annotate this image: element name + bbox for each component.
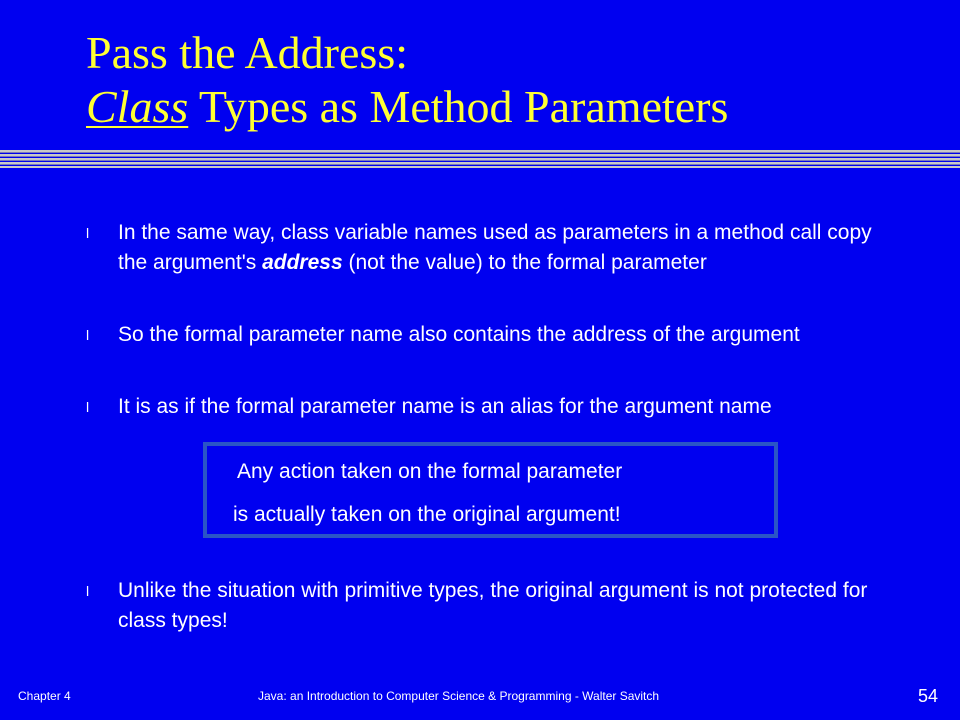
page-number: 54	[918, 686, 939, 706]
bullet-marker: l	[86, 327, 90, 343]
title-line-2-rest: Types as Method Parameters	[188, 81, 729, 132]
bullet-item-3	[86, 392, 878, 422]
footer-chapter: Chapter 4	[18, 689, 71, 703]
bullet-emphasis: address	[262, 251, 343, 274]
title-line-2	[86, 80, 946, 134]
bullet-text: So the formal parameter name also contains the address of the argument	[118, 323, 800, 346]
bullet-marker: l	[86, 225, 90, 241]
footer-course: Java: an Introduction to Computer Science & Programming - Walter Savitch	[258, 689, 660, 703]
bullet-item-2	[86, 320, 878, 350]
bullet-marker: l	[86, 583, 90, 599]
bullet-text: Unlike the situation with primitive types, the original argument is not protected for class types!	[118, 579, 868, 632]
title-underlined-word: Class	[86, 81, 189, 132]
bullet-text: It is as if the formal parameter name is an alias for the argument name	[118, 395, 772, 418]
bullet-marker: l	[86, 399, 90, 415]
callout-line-2: is actually taken on the original argument!	[233, 503, 621, 526]
title-divider	[0, 150, 960, 168]
bullet-item-4	[86, 576, 878, 636]
bullet-text-part: In the same way, class variable names used as parameters in a method call copy the argument's	[118, 221, 872, 274]
bullet-text-part: (not the value) to the formal parameter	[342, 251, 707, 274]
title-line-1: Pass the Address:	[86, 27, 408, 78]
bullet-item-1	[86, 218, 878, 278]
callout-line-1: Any action taken on the formal parameter	[237, 460, 623, 483]
slide-title	[86, 26, 946, 134]
callout-box	[203, 442, 778, 538]
